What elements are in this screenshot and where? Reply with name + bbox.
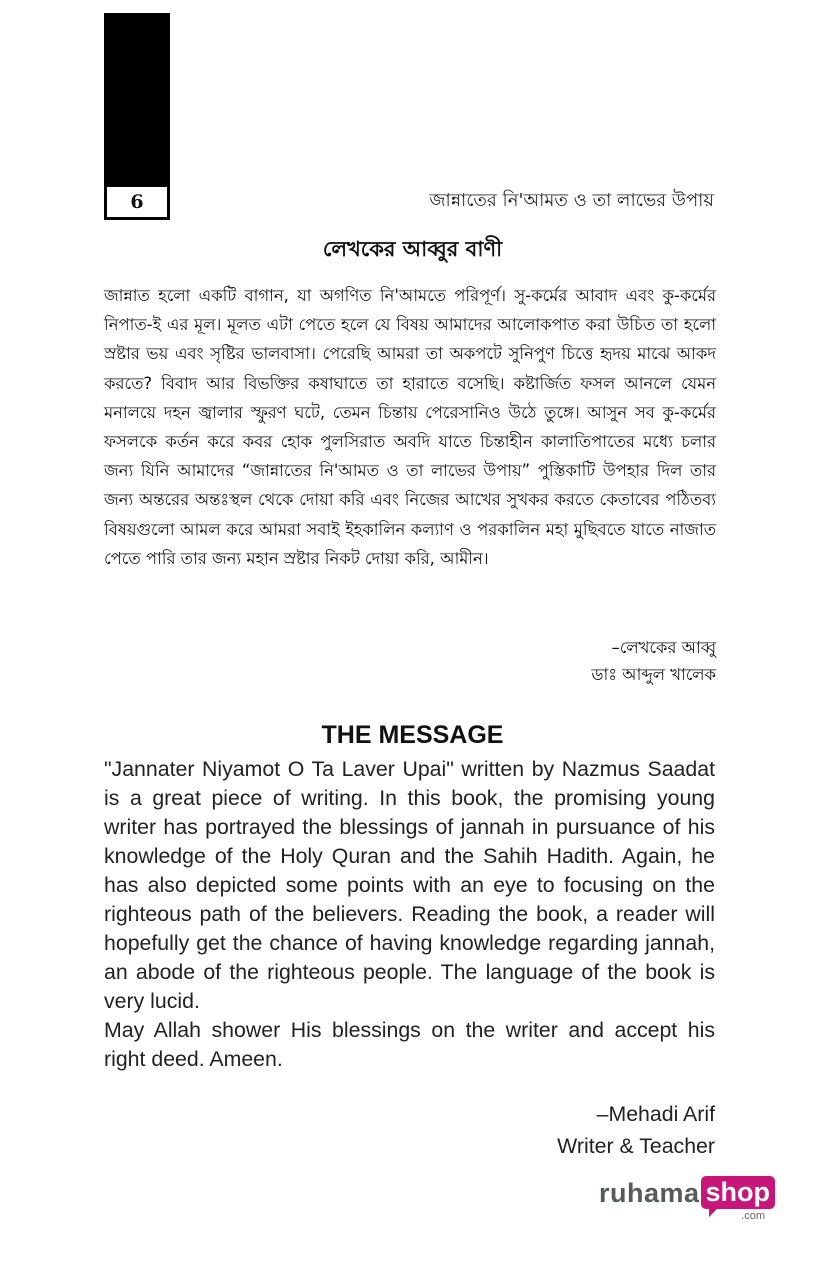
page-number: 6 bbox=[106, 186, 168, 218]
page-number-box bbox=[104, 184, 170, 220]
english-signature-name: –Mehadi Arif bbox=[596, 1102, 715, 1126]
english-paragraph-2: May Allah shower His blessings on the writer and accept his right deed. Ameen. bbox=[104, 1018, 715, 1071]
black-margin-tab bbox=[104, 13, 170, 185]
ruhamashop-logo bbox=[599, 1176, 775, 1222]
logo-brand-badge: shop bbox=[701, 1176, 776, 1209]
english-signature-role: Writer & Teacher bbox=[557, 1134, 715, 1158]
logo-brand-main: ruhama bbox=[598, 1178, 700, 1208]
bangla-signature-name: ডাঃ আব্দুল খালেক bbox=[591, 665, 716, 684]
english-paragraph-1: "Jannater Niyamot O Ta Laver Upai" written by Nazmus Saadat is a great piece of writing. In this book, the promising young writer has portrayed the blessings of jannah in pursuance of his knowledge of the Holy Quran and the Sahih Hadith. Again, he has also depicted some points with an eye to focusing on the righteous path of the believers. Reading the book, a reader will hopefully get the chance of having knowledge regarding jannah, an abode of the righteous people. The language of the book is very lucid. bbox=[104, 757, 715, 1013]
bangla-signature-role: –লেখকের আব্বু bbox=[611, 638, 716, 657]
bangla-section-body: জান্নাত হলো একটি বাগান, যা অগণিত নি'আমতে পরিপূর্ণ। সু-কর্মের আবাদ এবং কু-কর্মের নিপাত-ই এর মূল। মূলত এটা পেতে হলে যে বিষয় আমাদের আলোকপাত করা উচিত তা হলো স্রষ্টার ভয় এবং সৃষ্টির ভালবাসা। পেরেছি আমরা তা অকপটে সুনিপুণ চিত্তে হৃদয় মাঝে আকদ করতে? বিবাদ আর বিভক্তির কষাঘাতে তা হারাতে বসেছি। কষ্টার্জিত ফসল আনলে যেমন মনালয়ে দহন জ্বালার স্ফুরণ ঘটে, তেমন চিন্তায় পেরেসানিও উঠে তুঙ্গে। আসুন সব কু-কর্মের ফসলকে কর্তন করে কবর হোক পুলসিরাত অবদি যাতে চিন্তাহীন কালাতিপাতের মধ্যে চলার জন্য যিনি আমাদের “জান্নাতের নি'আমত ও তা লাভের উপায়” পুস্তিকাটি উপহার দিল তার জন্য অন্তরের অন্তঃস্থল থেকে দোয়া করি এবং নিজের আখের সুখকর করতে কেতাবের পঠিতব্য বিষয়গুলো আমল করে আমরা সবাই ইহকালিন কল্যাণ ও পরকালিন মহা মুছিবতে যাতে নাজাত পেতে পারি তার জন্য মহান স্রষ্টার নিকট দোয়া করি, আমীন। bbox=[104, 286, 716, 568]
running-head: জান্নাতের নি'আমত ও তা লাভের উপায় bbox=[429, 190, 714, 211]
english-section-title: THE MESSAGE bbox=[321, 721, 504, 749]
logo-domain: .com bbox=[741, 1210, 765, 1222]
bangla-section-title: লেখকের আব্বুর বাণী bbox=[322, 237, 503, 261]
english-section-body bbox=[104, 755, 715, 1074]
